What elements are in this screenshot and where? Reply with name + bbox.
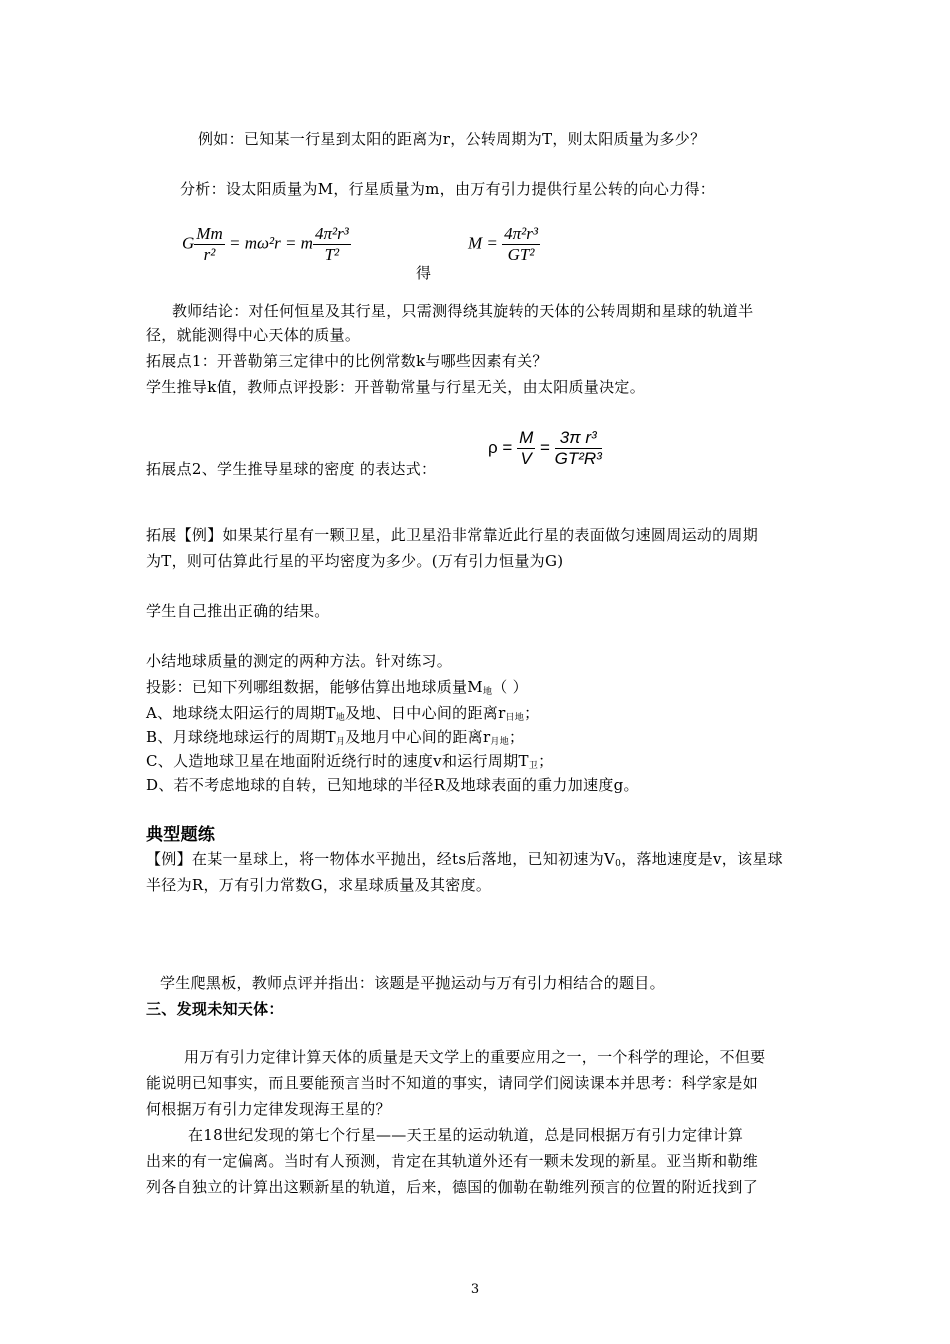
formula-frac-4pi: $\frac{\text{4π²r³}}{\text{T²}}$	[314, 224, 349, 264]
section-heading-discovery: 三、发现未知天体：	[146, 1000, 284, 1018]
projection-question: 投影：已知下列哪组数据，能够估算出地球质量$M_地$（ ）	[146, 678, 528, 697]
teacher-conclusion-1: 教师结论：对任何恒星及其行星，只需测得绕其旋转的天体的公转周期和星球的轨道半	[172, 302, 754, 320]
typical-example-2: 半径为R，万有引力常数G，求星球质量及其密度。	[146, 876, 492, 894]
student-result: 学生自己推出正确的结果。	[146, 602, 330, 620]
typical-example-1: 【例】在某一星球上，将一物体水平抛出，经ts后落地，已知初速为$V_0$，落地速度是v，该星球	[146, 850, 783, 869]
extension-example-1: 拓展【例】如果某行星有一颗卫星，此卫星沿非常靠近此行星的表面做匀速圆周运动的周期	[146, 526, 759, 544]
analysis-line: 分析：设太阳质量为M，行星质量为m，由万有引力提供行星公转的向心力得：	[180, 180, 716, 198]
page-number: 3	[470, 1282, 480, 1297]
summary-line: 小结地球质量的测定的两种方法。针对练习。	[146, 652, 453, 670]
formula-gravitation	[182, 224, 351, 265]
teacher-conclusion-2: 径，就能测得中心天体的质量。	[146, 326, 361, 344]
student-derivation: 学生推导k值，教师点评投影：开普勒常量与行星无关，由太阳质量决定。	[146, 378, 645, 396]
section-heading-typical: 典型题练	[146, 825, 216, 845]
paragraph-2-line-1: 在18世纪发现的第七个行星——天王星的运动轨道，总是同根据万有引力定律计算	[188, 1126, 744, 1144]
paragraph-1-line-2: 能说明已知事实，而且要能预言当时不知道的事实，请同学们阅读课本并思考：科学家是如	[146, 1074, 759, 1092]
paragraph-1-line-1: 用万有引力定律计算天体的质量是天文学上的重要应用之一，一个科学的理论，不但要	[184, 1048, 766, 1066]
formula-mass: M = $\frac{\text{4π²r³}}{\text{GT²}}$	[468, 224, 538, 264]
extension-point-1: 拓展点1：开普勒第三定律中的比例常数k与哪些因素有关？	[146, 352, 548, 370]
formula-density: ρ = $\frac{M}{V}$ = $\frac{\text{3π r³}}{\text{GT²R³}}$	[488, 428, 602, 468]
de-text: 得	[416, 264, 432, 282]
paragraph-2-line-3: 列各自独立的计算出这颗新星的轨道，后来，德国的伽勒在勒维列预言的位置的附近找到了	[146, 1178, 759, 1196]
extension-example-2: 为T，则可估算此行星的平均密度为多少。(万有引力恒量为G)	[146, 552, 564, 570]
option-c: C、人造地球卫星在地面附近绕行时的速度v和运行周期$T_卫$；	[146, 752, 554, 771]
option-a: A、地球绕太阳运行的周期$T_地$及地、日中心间的距离$r_{日地}$；	[146, 704, 540, 723]
option-d: D、若不考虑地球的自转，已知地球的半径R及地球表面的重力加速度g。	[146, 776, 639, 794]
example-question: 例如：已知某一行星到太阳的距离为r，公转周期为T，则太阳质量为多少？	[198, 130, 706, 148]
option-b: B、月球绕地球运行的周期$T_月$及地月中心间的距离$r_{月地}$；	[146, 728, 525, 747]
paragraph-2-line-2: 出来的有一定偏离。当时有人预测，肯定在其轨道外还有一颗未发现的新星。亚当斯和勒维	[146, 1152, 759, 1170]
formula-mid: = mω²r = m	[228, 233, 313, 253]
blackboard-line: 学生爬黑板，教师点评并指出：该题是平抛运动与万有引力相结合的题目。	[160, 974, 665, 992]
formula-g: G	[182, 233, 195, 253]
paragraph-1-line-3: 何根据万有引力定律发现海王星的？	[146, 1100, 391, 1118]
extension-point-2: 拓展点2、学生推导星球的密度 的表达式：	[146, 460, 437, 478]
formula-frac-mm-r2: $\frac{Mm}{\text{r²}}$	[196, 224, 223, 264]
